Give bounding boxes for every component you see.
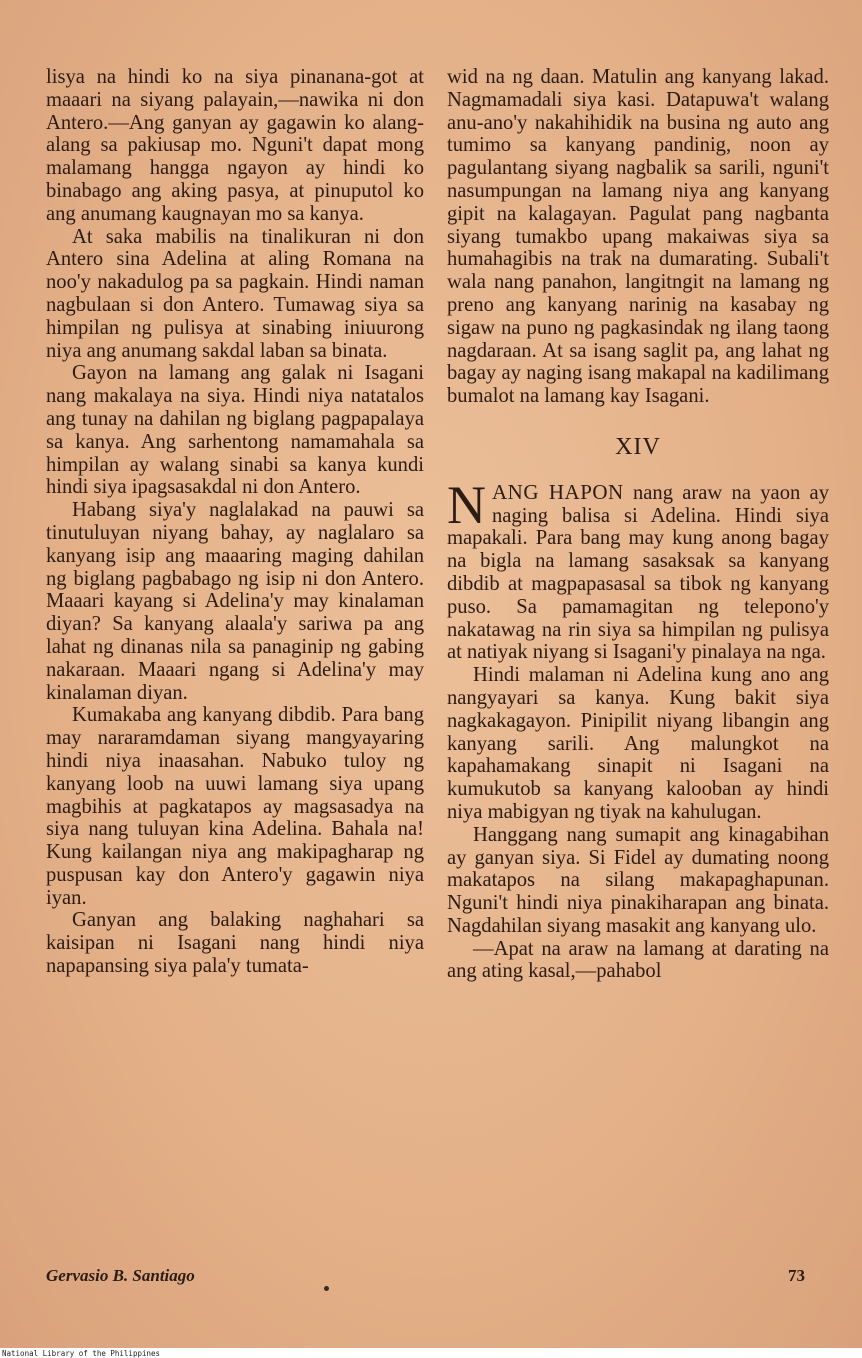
- chapter-heading: XIV: [615, 433, 661, 460]
- paragraph: Habang siya'y naglalakad na pauwi sa tinutuluyan niyang bahay, ay naglalaro sa kanyang isip ang maaaring maging dahilan ng biglang pagbabago ng isip ni don Antero. Maaari kayang si Adelina'y may kinalaman diyan? Sa kanyang alaala'y sariwa pa ang lahat ng dinanas nila sa panaginip ng gabing nakaraan. Maaari ngang si Adelina'y may kinalaman diyan.: [46, 499, 424, 704]
- paragraph: Hindi malaman ni Adelina kung ano ang nangyayari sa kanya. Kung bakit siya nagkakagayon. Pinipilit niyang libangin ang kanyang sarili. Ang malungkot na kapahamakang sinapit ni Isagani na kumukutob sa kanyang kalooban ay hindi niya mabigyan ng tiyak na kahulugan.: [447, 664, 829, 823]
- paragraph: —Apat na araw na lamang at darating na ang ating kasal,—pahabol: [447, 937, 829, 983]
- footer-author: Gervasio B. Santiago: [46, 1266, 195, 1285]
- chapter-opening-paragraph: [447, 474, 829, 664]
- library-credit: National Library of the Philippines: [2, 1349, 161, 1358]
- paragraph: At saka mabilis na tinalikuran ni don Antero sina Adelina at aling Romana na noo'y nakadulog pa sa pagkain. Hindi naman nagbulaan si don Antero. Tumawag siya sa himpilan ng pulisya at sinabing iniuurong niya ang anumang sakdal laban sa binata.: [46, 225, 424, 362]
- drop-cap: N: [447, 474, 486, 535]
- paragraph: Hanggang nang sumapit ang kinagabihan ay ganyan siya. Si Fidel ay dumating noong makatapos na silang makapaghapunan. Nguni't hindi niya pinakiharapan ang binata. Nagdahilan siyang masakit ang kanyang ulo.: [447, 823, 829, 937]
- right-text-column: [447, 66, 829, 983]
- paragraph: Gayon na lamang ang galak ni Isagani nang makalaya na siya. Hindi niya natatalos ang tunay na dahilan ng biglang pagpapalaya sa kanya. Ang sarhentong namamahala sa himpilan ay walang sinabi sa kanya kundi hindi siya ipagsasakdal ni don Antero.: [46, 362, 424, 499]
- page-number: 73: [788, 1266, 805, 1285]
- footer-ornament-dot: [324, 1286, 329, 1291]
- paragraph: Ganyan ang balaking naghahari sa kaisipan ni Isagani nang hindi niya napapansing siya pala'y tumata-: [46, 909, 424, 978]
- paragraph: Kumakaba ang kanyang dibdib. Para bang may nararamdaman siyang mangyayaring hindi niya inaasahan. Nabuko tuloy ng kanyang loob na uuwi lamang siya upang magbihis at pagkatapos ay magsasadya na siya nang tuluyan kina Adelina. Bahala na! Kung kailangan niya ang makipagharap ng puspusan kay don Antero'y gagawin niya iyan.: [46, 704, 424, 909]
- paragraph: wid na ng daan. Matulin ang kanyang lakad. Nagmamadali siya kasi. Datapuwa't walang anu-ano'y nakahihidik na busina ng auto ang tumimo sa kanyang pandinig, noon ay pagulantang siyang nagbalik sa sarili, nguni't nasumpungan na lamang niya ang kanyang gipit na kalagayan. Pagulat pang nagbanta siyang tumakbo upang makaiwas siya sa humahagibis na trak na dumarating. Subali't wala nang panahon, langitngit na lamang ng preno ang kanyang narinig na kasabay ng sigaw na puno ng pagkasindak ng ilang taong nagdaraan. At sa isang saglit pa, ang lahat ng bagay ay naging isang makapal na kadilimang bumalot na lamang kay Isagani.: [447, 66, 829, 408]
- small-caps-lead: ANG HAPON: [492, 479, 624, 504]
- chapter-opening-text: nang araw na yaon ay naging balisa si Adelina. Hindi siya mapakali. Para bang may kung anong bagay na bigla na lamang sasaksak sa kanyang dibdib at magpapasasal sa tibok ng kanyang puso. Sa pamamagitan ng telepono'y nakatawag na rin siya sa himpilan ng pulisya at natiyak niyang si Isagani'y pinalaya na nga.: [447, 481, 829, 664]
- left-text-column: [46, 66, 424, 978]
- paragraph: lisya na hindi ko na siya pinanana-got at maaari na siyang palayain,—nawika ni don Antero.—Ang ganyan ay gagawin ko alang-alang sa pakiusap mo. Nguni't dapat mong malamang hangga ngayon ay hindi ko binabago ang aking pasya, at pinuputol ko ang anumang kaugnayan mo sa kanya.: [46, 66, 424, 225]
